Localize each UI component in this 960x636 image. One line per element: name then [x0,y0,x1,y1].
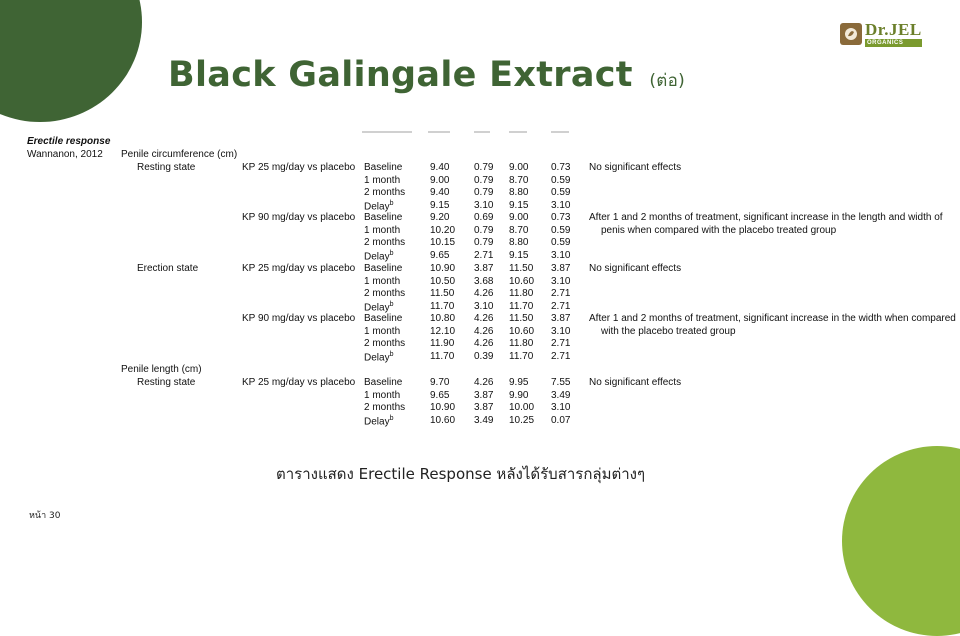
table-cell-value: 10.20 [430,225,456,236]
timepoint-label: Baseline [364,162,403,173]
table-cell-value: 11.50 [430,288,455,299]
timepoint-label: 2 months [364,187,406,198]
table-cell-value: 10.25 [509,415,535,426]
table-cell-value: 0.79 [474,175,494,186]
table-cell-value: 4.26 [474,288,494,299]
table-cell-value: 11.50 [509,263,534,274]
table-cell-value: 3.87 [551,263,571,274]
table-cell-value: 8.70 [509,175,529,186]
logo-text: Dr.JEL [865,20,922,39]
table-cell-value: 10.80 [430,313,456,324]
table-cell-value: 3.10 [551,200,571,211]
table-cell-value: 3.87 [474,402,494,413]
timepoint-label: 1 month [364,326,401,337]
timepoint-label [364,351,393,363]
result-note: penis when compared with the placebo treated group [601,225,837,236]
table-cell-value: 9.70 [430,377,450,388]
table-cell-value: 3.68 [474,276,494,287]
timepoint-label: Baseline [364,263,403,274]
timepoint-text: Delay [364,302,390,314]
header-remnant [362,131,412,133]
table-cell-value: 11.70 [509,351,534,362]
table-cell-value: 9.90 [509,390,529,401]
table-cell-value: 9.00 [509,162,529,173]
table-cell-value: 9.65 [430,390,450,401]
table-cell-value: 3.49 [474,415,494,426]
table-cell-value: 9.40 [430,162,450,173]
timepoint-label: 2 months [364,338,406,349]
table-cell-value: 10.90 [430,402,456,413]
timepoint-text: Delay [364,201,390,213]
table-cell-value: 12.10 [430,326,456,337]
table-cell-value: 8.80 [509,187,529,198]
timepoint-text: Delay [364,352,390,364]
table-cell-value: 3.10 [474,200,494,211]
table-cell-value: 7.55 [551,377,571,388]
table-cell-value: 8.80 [509,237,529,248]
timepoint-label: 2 months [364,288,406,299]
table-cell-value: 3.10 [551,250,571,261]
brand-logo [840,20,922,48]
study-citation: Wannanon, 2012 [27,149,103,160]
table-cell-value: 2.71 [551,338,571,349]
table-cell-value: 0.69 [474,212,494,223]
timepoint-label: 1 month [364,175,401,186]
timepoint-label [364,200,393,212]
timepoint-label: 1 month [364,225,401,236]
title-suffix: (ต่อ) [649,71,686,91]
table-cell-value: 10.60 [430,415,456,426]
state-resting: Resting state [137,162,196,173]
table-cell-value: 3.87 [474,263,494,274]
table-caption: ตารางแสดง Erectile Response หลังได้รับสารกลุ่มต่างๆ [276,465,646,483]
table-cell-value: 0.59 [551,237,571,248]
timepoint-label: 1 month [364,390,401,401]
timepoint-label: Baseline [364,212,403,223]
table-cell-value: 10.50 [430,276,456,287]
timepoint-label: Baseline [364,313,403,324]
decorative-circle-top-left [0,0,142,122]
table-cell-value: 0.07 [551,415,571,426]
table-cell-value: 0.39 [474,351,494,362]
leaf-icon [840,23,862,45]
table-cell-value: 2.71 [551,301,571,312]
table-cell-value: 0.73 [551,212,571,223]
header-remnant [551,131,569,133]
result-note: No significant effects [589,162,682,173]
timepoint-label: 2 months [364,402,406,413]
table-cell-value: 10.60 [509,326,535,337]
table-cell-value: 0.79 [474,187,494,198]
timepoint-label: Baseline [364,377,403,388]
delay-footnote-marker: b [389,415,394,422]
delay-footnote-marker: b [389,351,394,358]
table-cell-value: 11.70 [509,301,534,312]
table-cell-value: 2.71 [551,288,571,299]
table-cell-value: 4.26 [474,338,494,349]
table-cell-value: 3.10 [551,402,571,413]
table-cell-value: 9.20 [430,212,450,223]
table-cell-value: 0.79 [474,225,494,236]
table-cell-value: 11.80 [509,288,534,299]
page-title [168,55,685,95]
table-cell-value: 9.15 [509,200,529,211]
treatment-label: KP 25 mg/day vs placebo [242,162,356,173]
result-note: After 1 and 2 months of treatment, significant increase in the width when compared [589,313,956,324]
table-cell-value: 11.90 [430,338,455,349]
table-cell-value: 9.40 [430,187,450,198]
timepoint-text: Delay [364,416,390,428]
table-cell-value: 0.59 [551,187,571,198]
timepoint-label [364,250,393,262]
table-cell-value: 4.26 [474,313,494,324]
treatment-label: KP 25 mg/day vs placebo [242,377,356,388]
timepoint-label: 2 months [364,237,406,248]
section-label: Erectile response [27,136,111,147]
table-cell-value: 9.65 [430,250,450,261]
table-cell-value: 4.26 [474,377,494,388]
state-erection: Erection state [137,263,199,274]
table-cell-value: 2.71 [551,351,571,362]
table-cell-value: 3.87 [551,313,571,324]
delay-footnote-marker: b [389,200,394,207]
header-remnant [474,131,490,133]
table-cell-value: 10.15 [430,237,456,248]
table-cell-value: 9.15 [509,250,529,261]
group-circumference: Penile circumference (cm) [121,149,238,160]
timepoint-label [364,301,393,313]
table-cell-value: 0.79 [474,237,494,248]
table-cell-value: 9.00 [430,175,450,186]
table-cell-value: 0.73 [551,162,571,173]
page-number: หน้า 30 [29,511,61,521]
result-note: No significant effects [589,377,682,388]
logo-subtext: ORGANICS [865,39,922,47]
table-cell-value: 0.59 [551,225,571,236]
delay-footnote-marker: b [389,301,394,308]
treatment-label: KP 90 mg/day vs placebo [242,212,356,223]
table-cell-value: 9.95 [509,377,529,388]
timepoint-label: 1 month [364,276,401,287]
table-cell-value: 9.15 [430,200,450,211]
table-cell-value: 11.80 [509,338,534,349]
title-text: Black Galingale Extract [168,55,633,95]
result-note: After 1 and 2 months of treatment, significant increase in the length and width of [589,212,943,223]
decorative-circle-bottom-right [842,446,960,636]
treatment-label: KP 90 mg/day vs placebo [242,313,356,324]
table-cell-value: 10.00 [509,402,535,413]
state-resting: Resting state [137,377,196,388]
table-cell-value: 3.10 [474,301,494,312]
header-remnant [428,131,450,133]
table-cell-value: 3.10 [551,326,571,337]
result-note: with the placebo treated group [601,326,736,337]
table-cell-value: 3.87 [474,390,494,401]
table-cell-value: 11.70 [430,301,455,312]
header-remnant [509,131,527,133]
treatment-label: KP 25 mg/day vs placebo [242,263,356,274]
table-cell-value: 11.70 [430,351,455,362]
timepoint-label [364,415,393,427]
table-cell-value: 10.60 [509,276,535,287]
table-cell-value: 11.50 [509,313,534,324]
group-length: Penile length (cm) [121,364,202,375]
table-cell-value: 0.79 [474,162,494,173]
table-cell-value: 9.00 [509,212,529,223]
table-cell-value: 0.59 [551,175,571,186]
delay-footnote-marker: b [389,250,394,257]
result-note: No significant effects [589,263,682,274]
table-cell-value: 3.49 [551,390,571,401]
timepoint-text: Delay [364,251,390,263]
table-cell-value: 3.10 [551,276,571,287]
table-cell-value: 4.26 [474,326,494,337]
table-cell-value: 10.90 [430,263,456,274]
table-cell-value: 8.70 [509,225,529,236]
table-cell-value: 2.71 [474,250,494,261]
